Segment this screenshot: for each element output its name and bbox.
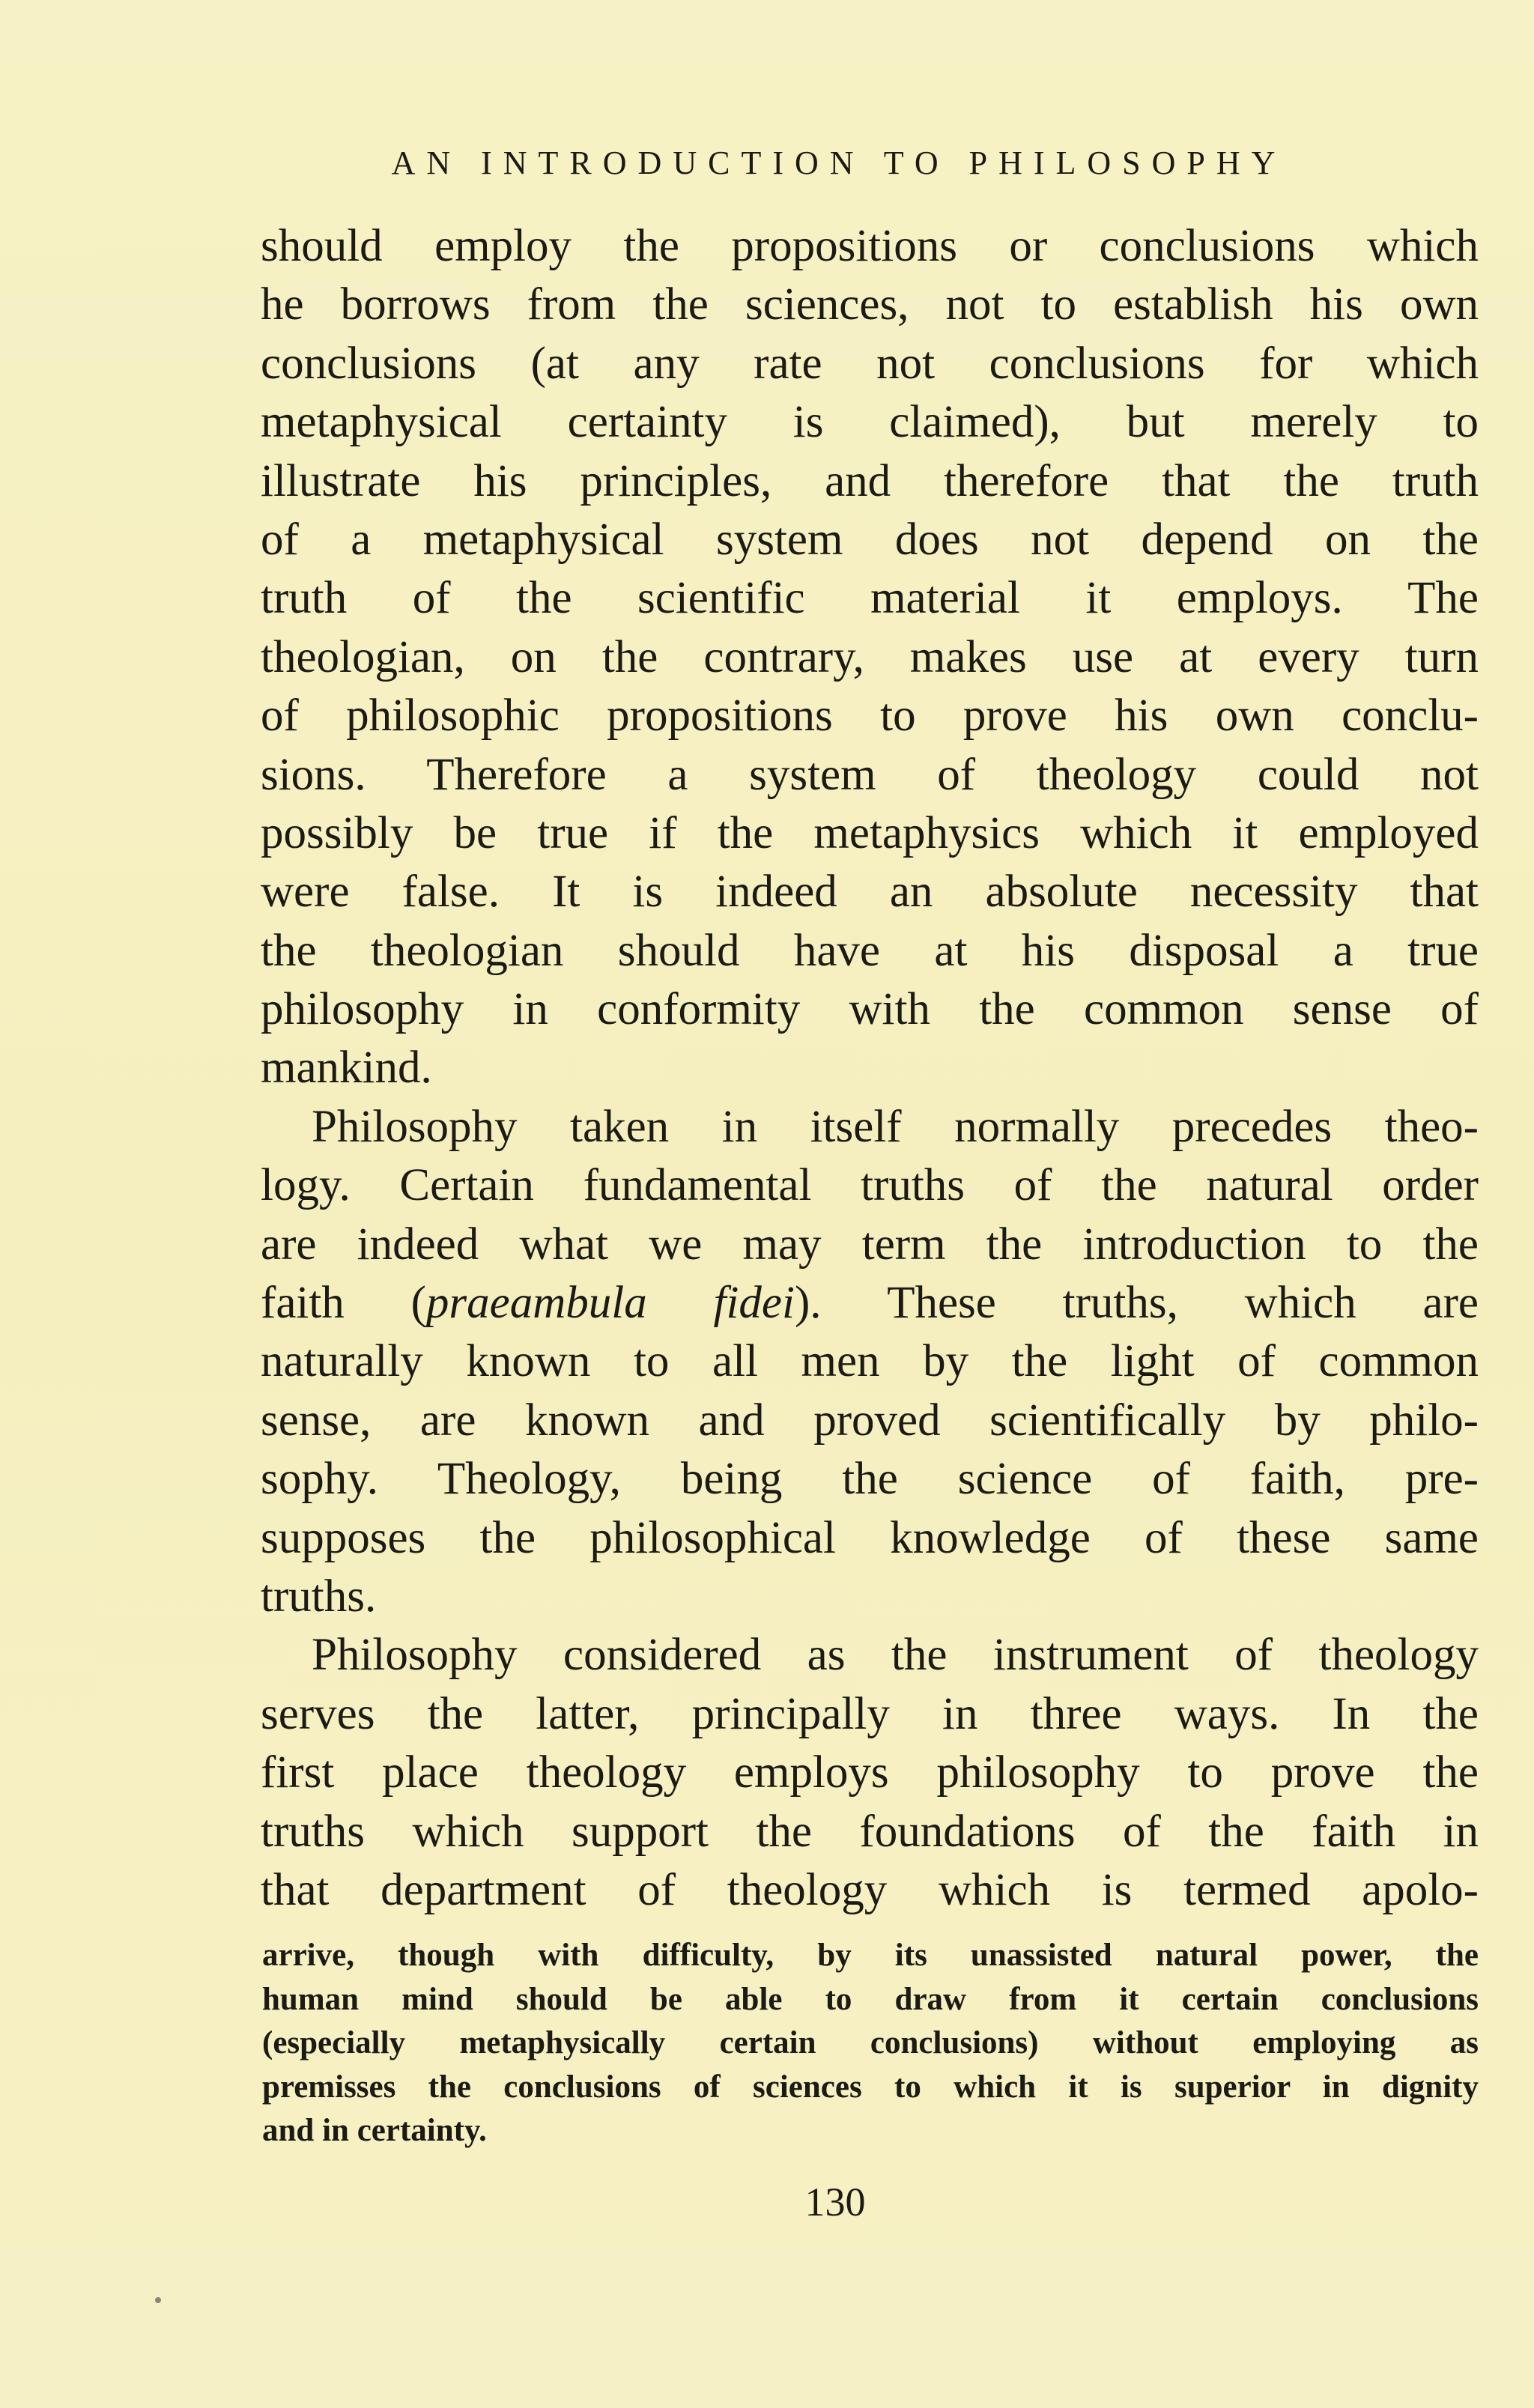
text-line: Philosophy considered as the instrument of theology [312,1630,1479,1681]
text-line: of philosophic propositions to prove his own conclu- [261,691,1479,741]
footnote-line: (especially metaphysically certain conclusions) without employing as [262,2025,1479,2060]
text-line: he borrows from the sciences, not to establish his own [261,279,1479,330]
text-line: truth of the scientific material it employs. The [261,573,1479,624]
text-line: mankind. [261,1043,432,1094]
running-head: AN INTRODUCTION TO PHILOSOPHY [391,145,1287,181]
footnote [262,1934,1479,2153]
text-line: supposes the philosophical knowledge of these same [261,1512,1479,1563]
text-line: metaphysical certainty is claimed), but merely to [261,397,1479,448]
text-line: philosophy in conformity with the common sense of [261,984,1479,1035]
footnote-line: human mind should be able to draw from it certain conclusions [262,1981,1479,2017]
text-line: naturally known to all men by the light of common [261,1336,1479,1387]
footnote-line: and in certainty. [262,2113,487,2148]
text-line: logy. Certain fundamental truths of the natural order [261,1160,1479,1211]
paper-speck [155,2297,161,2303]
text-line: possibly be true if the metaphysics which it employed [261,807,1479,858]
text-line: sions. Therefore a system of theology could not [261,749,1479,800]
latin-phrase: praeambula fidei [425,1278,795,1329]
text-line: illustrate his principles, and therefore that the truth [261,455,1479,506]
text-line: the theologian should have at his disposal a true [261,925,1479,976]
text-line: conclusions (at any rate not conclusions for which [261,338,1479,389]
footnote-line: premisses the conclusions of sciences to which it is superior in dignity [262,2069,1479,2105]
text-line: sense, are known and proved scientifically by philo- [261,1395,1479,1446]
text-line: should employ the propositions or conclusions which [261,221,1479,271]
text-line: theologian, on the contrary, makes use at every turn [261,631,1479,682]
text-line: are indeed what we may term the introduction to the [261,1219,1479,1270]
page-number: 130 [804,2180,866,2224]
body-text [261,217,1479,1920]
text-line: sophy. Theology, being the science of faith, pre- [261,1454,1479,1505]
text-line: were false. It is indeed an absolute necessity that [261,867,1479,918]
text-line: that department of theology which is termed apolo- [261,1864,1479,1915]
text-line: first place theology employs philosophy to prove the [261,1747,1479,1798]
text-line: truths which support the foundations of the faith in [261,1806,1479,1857]
text-line: truths. [261,1571,377,1622]
text-segment: faith ( [261,1278,426,1329]
text-line: of a metaphysical system does not depend on the [261,514,1479,565]
footnote-line: arrive, though with difficulty, by its unassisted natural power, the [262,1938,1479,1973]
text-line: Philosophy taken in itself normally precedes theo- [312,1101,1479,1152]
text-segment: ). These truths, which are [794,1278,1479,1329]
text-line: serves the latter, principally in three ways. In the [261,1688,1479,1739]
text-line-with-italic [261,1274,1479,1332]
